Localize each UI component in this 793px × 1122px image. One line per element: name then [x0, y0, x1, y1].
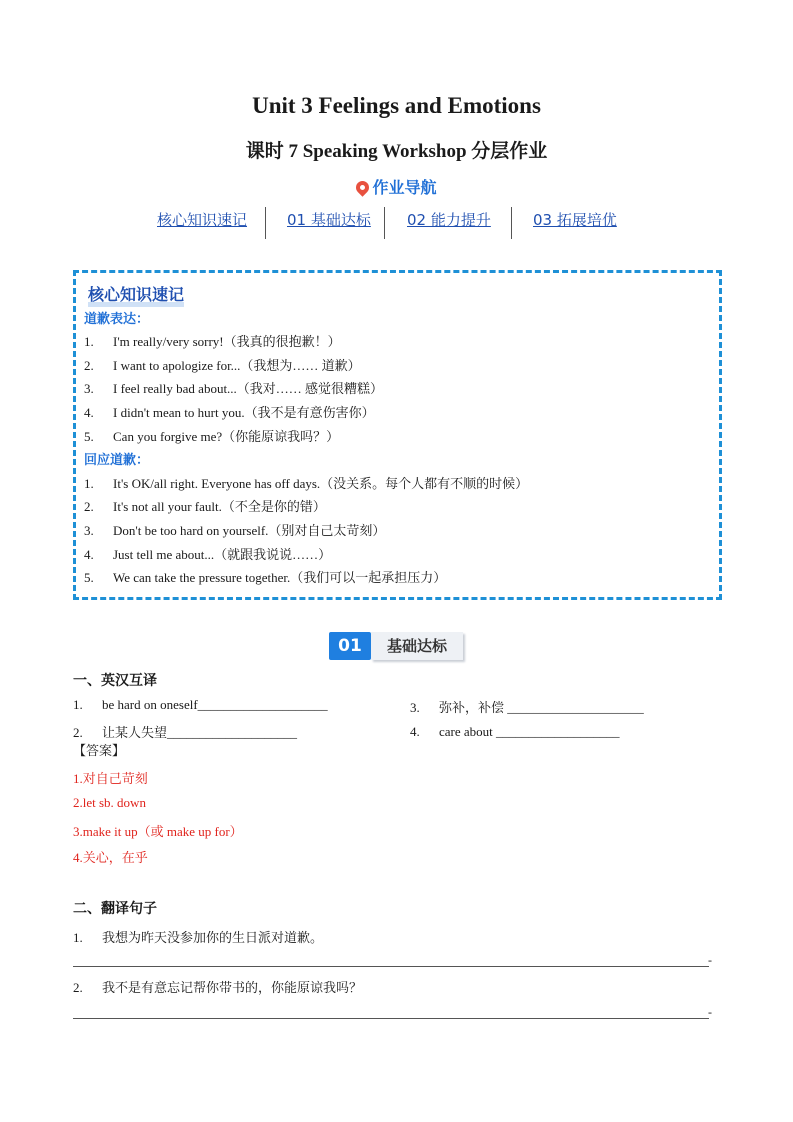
list-item: 4. I didn't mean to hurt you.（我不是有意伤害你） — [84, 405, 375, 420]
question-item — [73, 722, 297, 741]
list-item-text: Just tell me about...（就跟我说说……） — [113, 547, 332, 562]
nav-divider — [511, 207, 512, 239]
list-item: 5. Can you forgive me?（你能原谅我吗？） — [84, 429, 340, 444]
response-heading: 回应道歉： — [84, 453, 150, 468]
list-item-text: Don't be too hard on yourself.（别对自己太苛刻） — [113, 523, 386, 538]
answer-line: 4.关心，在乎 — [73, 850, 148, 865]
page-subtitle: 课时 7 Speaking Workshop 分层作业 — [245, 141, 548, 162]
list-item-text: Can you forgive me?（你能原谅我吗？） — [113, 429, 340, 444]
section-badge — [329, 632, 463, 660]
question-text: 我想为昨天没参加你的生日派对道歉。 — [102, 930, 324, 945]
apology-heading: 道歉表达： — [84, 312, 150, 327]
question-text: 弥补，补偿 _____________________ — [439, 700, 644, 715]
question-item — [410, 724, 620, 740]
question-item — [73, 697, 328, 713]
line-end-mark: - — [708, 1005, 712, 1019]
question-number: 2. — [73, 980, 83, 995]
list-item-text: I feel really bad about...（我对…… 感觉很糟糕） — [113, 381, 384, 396]
question-item — [73, 977, 362, 996]
answer-line: 3.make it up（或 make up for） — [73, 824, 243, 839]
question-number: 3. — [410, 700, 420, 715]
question-number: 2. — [73, 725, 83, 740]
question-number: 1. — [73, 697, 83, 712]
answer-heading: 【答案】 — [73, 743, 126, 758]
page-title: Unit 3 Feelings and Emotions — [252, 93, 541, 118]
question-number: 4. — [410, 724, 420, 739]
list-item: 2. It's not all your fault.（不全是你的错） — [84, 499, 326, 514]
list-item: 3. I feel really bad about...（我对…… 感觉很糟糕） — [84, 381, 384, 396]
nav-divider — [265, 207, 266, 239]
nav-links — [0, 207, 793, 241]
answer-line: 2.let sb. down — [73, 795, 146, 810]
nav-heading-label: 作业导航 — [372, 178, 437, 197]
list-item: 4. Just tell me about...（就跟我说说……） — [84, 547, 332, 562]
list-item-text: I want to apologize for...（我想为…… 道歉） — [113, 358, 361, 373]
list-item: 1. I'm really/very sorry!（我真的很抱歉！） — [84, 334, 341, 349]
nav-link-core[interactable]: 核心知识速记 — [157, 211, 248, 229]
part1-title: 一、英汉互译 — [73, 673, 157, 689]
question-number: 1. — [73, 930, 83, 945]
list-item: 1. It's OK/all right. Everyone has off days.（没关系。每个人都有不顺的时候） — [84, 476, 529, 491]
nav-link-02[interactable]: 02 能力提升 — [407, 211, 491, 229]
question-item — [410, 697, 644, 716]
nav-divider — [384, 207, 385, 239]
list-item-text: It's OK/all right. Everyone has off days.（没关系。每个人都有不顺的时候） — [113, 476, 529, 491]
question-text: care about ___________________ — [439, 724, 620, 739]
section-badge-number: 01 — [329, 632, 371, 660]
list-item-text: I'm really/very sorry!（我真的很抱歉！） — [113, 334, 341, 349]
part2-title: 二、翻译句子 — [73, 901, 157, 917]
question-text: 让某人失望____________________ — [102, 725, 298, 740]
list-item: 2. I want to apologize for...（我想为…… 道歉） — [84, 358, 361, 373]
knowledge-title: 核心知识速记 — [88, 282, 184, 305]
answer-line: 1.对自己苛刻 — [73, 771, 148, 786]
map-pin-icon — [354, 178, 372, 196]
line-end-mark: - — [708, 953, 712, 967]
question-text: be hard on oneself____________________ — [102, 697, 328, 712]
answer-blank-line[interactable] — [73, 966, 709, 967]
list-item: 3. Don't be too hard on yourself.（别对自己太苛刻） — [84, 523, 386, 538]
nav-link-01[interactable]: 01 基础达标 — [287, 211, 371, 229]
section-badge-label: 基础达标 — [371, 632, 463, 660]
list-item-text: I didn't mean to hurt you.（我不是有意伤害你） — [113, 405, 375, 420]
nav-link-03[interactable]: 03 拓展培优 — [533, 211, 617, 229]
answer-blank-line[interactable] — [73, 1018, 709, 1019]
question-item — [73, 927, 323, 946]
question-text: 我不是有意忘记帮你带书的，你能原谅我吗？ — [102, 980, 363, 995]
list-item: 5. We can take the pressure together.（我们可以一起承担压力） — [84, 570, 447, 585]
nav-heading — [0, 175, 793, 198]
list-item-text: It's not all your fault.（不全是你的错） — [113, 499, 326, 514]
list-item-text: We can take the pressure together.（我们可以一起承担压力） — [113, 570, 447, 585]
